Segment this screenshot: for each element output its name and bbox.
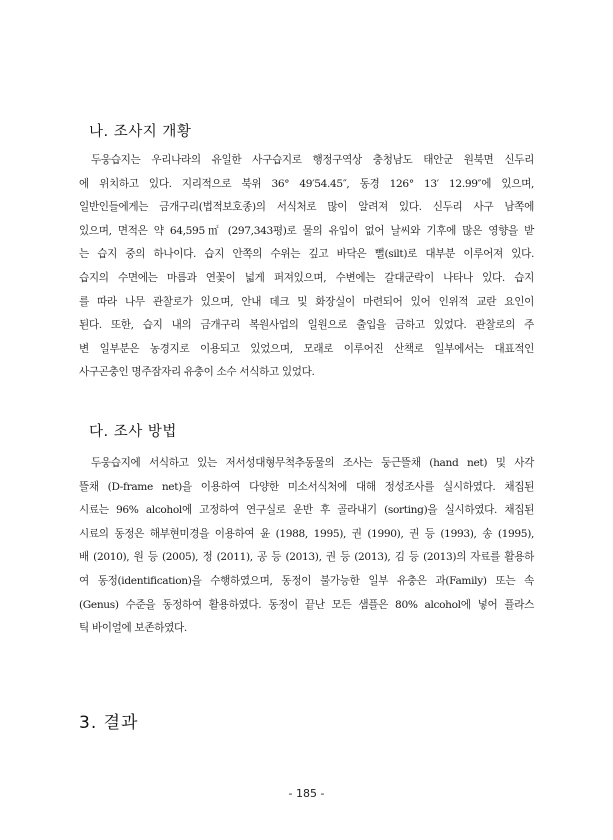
paragraph-site-overview [79,149,534,385]
text-line: 에 위치하고 있다. 지리적으로 북위 36° 49′54.45″, 동경 126° 13′ 12.99″에 있으며, [79,177,534,190]
text-line: 는 습지 중의 하나이다. 습지 안쪽의 수위는 깊고 바닥은 뻘(silt)로 대부분 이루어져 있다. [79,248,534,261]
text-line: 틱 바이얼에 보존하였다. [79,622,187,635]
section-heading-site-overview: 나. 조사지 개황 [89,124,192,140]
text-line: 시료의 동정은 해부현미경을 이용하여 윤 (1988, 1995), 권 (1990), 권 등 (1993), 송 (1995), [79,527,534,540]
text-line: 습지의 수면에는 마름과 연꽃이 넓게 퍼져있으며, 수변에는 갈대군락이 나타나 있다. 습지 [79,271,534,284]
page-number: - 185 - [288,787,325,800]
text-line: 시료는 96% alcohol에 고정하여 연구실로 운반 후 골라내기 (sorting)을 실시하였다. 채집된 [79,504,534,517]
text-line: (Genus) 수준을 동정하여 활용하였다. 동정이 끝난 모든 샘플은 80% alcohol에 넣어 플라스 [79,598,534,611]
section-heading-survey-method: 다. 조사 방법 [89,424,177,440]
text-line: 두웅습지는 우리나라의 유일한 사구습지로 행정구역상 충청남도 태안군 원북면 신두리 [91,154,534,166]
text-line: 있으며, 면적은 약 64,595㎡ (297,343평)로 물의 유입이 없어 날씨와 기후에 많은 영향을 받 [79,224,534,237]
text-line: 된다. 또한, 습지 내의 금개구리 복원사업의 일원으로 출입을 금하고 있었다. 관찰로의 주 [79,319,534,332]
text-line: 일반인들에게는 금개구리(법적보호종)의 서식처로 많이 알려져 있다. 신두리 사구 남쪽에 [79,201,534,214]
text-line: 변 일부분은 농경지로 이용되고 있었으며, 모래로 이루어진 산책로 일부에서는 대표적인 [79,342,534,355]
text-line: 여 동정(identification)을 수행하였으며, 동정이 불가능한 일부 유충은 과(Family) 또는 속 [79,574,534,587]
text-line: 를 따라 나무 관찰로가 있으며, 안내 데크 및 화장실이 마련되어 있어 인위적 교란 요인이 [79,295,534,308]
paragraph-survey-method [79,452,534,641]
text-line: 뜰채 (D-frame net)을 이용하여 다양한 미소서식처에 대해 정성조사를 실시하였다. 채집된 [79,480,534,493]
text-line: 두웅습지에 서식하고 있는 저서성대형무척추동물의 조사는 둥근뜰채 (hand net) 및 사각 [91,457,534,469]
text-line: 배 (2010), 원 등 (2005), 정 (2011), 공 등 (2013), 권 등 (2013), 김 등 (2013)의 자료를 활용하 [79,551,534,564]
text-line: 사구곤충인 명주잠자리 유충이 소수 서식하고 있었다. [79,366,315,379]
chapter-heading-results: 3. 결과 [79,713,139,733]
